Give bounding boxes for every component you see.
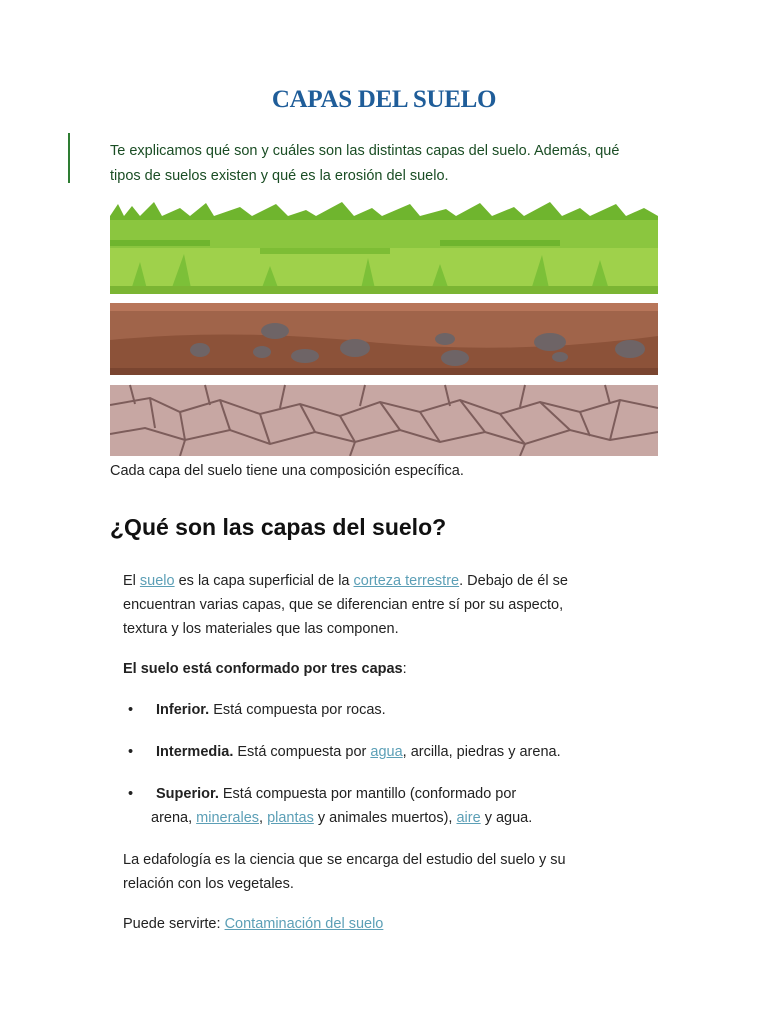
bullet-dot: •	[128, 744, 134, 760]
paragraph-definition-line-2: encuentran varias capas, que se diferencian entre sí por su aspecto,	[123, 597, 564, 613]
text-segment: Está compuesta por rocas.	[209, 702, 386, 718]
list-item-label: Inferior.	[156, 702, 210, 718]
grass-layer	[110, 202, 658, 294]
text-segment: es la capa superficial de la	[174, 573, 354, 589]
bullet-dot: •	[128, 786, 134, 802]
image-caption: Cada capa del suelo tiene una composición específica.	[110, 463, 464, 479]
layers-subtitle-bold: El suelo está conformado por tres capas	[123, 661, 403, 677]
rock-layer	[110, 385, 658, 456]
text-segment: arena,	[151, 810, 197, 826]
link-corteza-terrestre[interactable]: corteza terrestre	[353, 573, 460, 589]
section-heading: ¿Qué son las capas del suelo?	[110, 514, 447, 540]
paragraph-definition	[123, 569, 643, 641]
text-segment: Está compuesta por	[233, 744, 371, 760]
text-segment: y animales muertos),	[313, 810, 457, 826]
text-segment: y agua.	[480, 810, 533, 826]
page-title: CAPAS DEL SUELO	[271, 86, 497, 113]
link-agua[interactable]: agua	[370, 744, 403, 760]
list-item-superior-continuation	[151, 806, 532, 830]
list-item-label: Intermedia.	[156, 744, 234, 760]
layers-subtitle	[123, 657, 643, 681]
text-segment: El	[123, 573, 140, 589]
link-contaminacion-del-suelo[interactable]: Contaminación del suelo	[224, 916, 384, 932]
soil-layers-illustration	[110, 200, 658, 456]
link-minerales[interactable]: minerales	[196, 810, 260, 826]
text-segment: Está compuesta por mantillo (conformado por	[218, 786, 517, 802]
paragraph-edafologia-line-2: relación con los vegetales.	[123, 876, 294, 892]
intro-paragraph	[110, 139, 670, 189]
soil-layer	[110, 303, 658, 375]
related-link-line	[123, 912, 643, 936]
intro-line-1: Te explicamos qué son y cuáles son las distintas capas del suelo. Además, qué	[110, 143, 620, 159]
intro-line-2: tipos de suelos existen y qué es la erosión del suelo.	[110, 168, 449, 184]
quote-bar	[68, 133, 70, 183]
link-suelo[interactable]: suelo	[139, 573, 175, 589]
text-segment: ,	[259, 810, 268, 826]
related-prefix: Puede servirte:	[123, 916, 225, 932]
list-item-label: Superior.	[156, 786, 219, 802]
layers-subtitle-colon: :	[402, 661, 407, 677]
link-aire[interactable]: aire	[456, 810, 481, 826]
text-segment: , arcilla, piedras y arena.	[402, 744, 561, 760]
paragraph-definition-line-1	[123, 569, 643, 593]
paragraph-definition-line-3: textura y los materiales que las componen.	[123, 621, 399, 637]
list-item-text	[156, 740, 646, 764]
paragraph-edafologia	[123, 848, 643, 896]
paragraph-edafologia-line-1: La edafología es la ciencia que se encarga del estudio del suelo y su	[123, 852, 566, 868]
link-plantas[interactable]: plantas	[267, 810, 314, 826]
bullet-dot: •	[128, 702, 134, 718]
list-item-text	[156, 698, 646, 722]
text-segment: . Debajo de él se	[459, 573, 568, 589]
list-item-text	[156, 782, 646, 806]
